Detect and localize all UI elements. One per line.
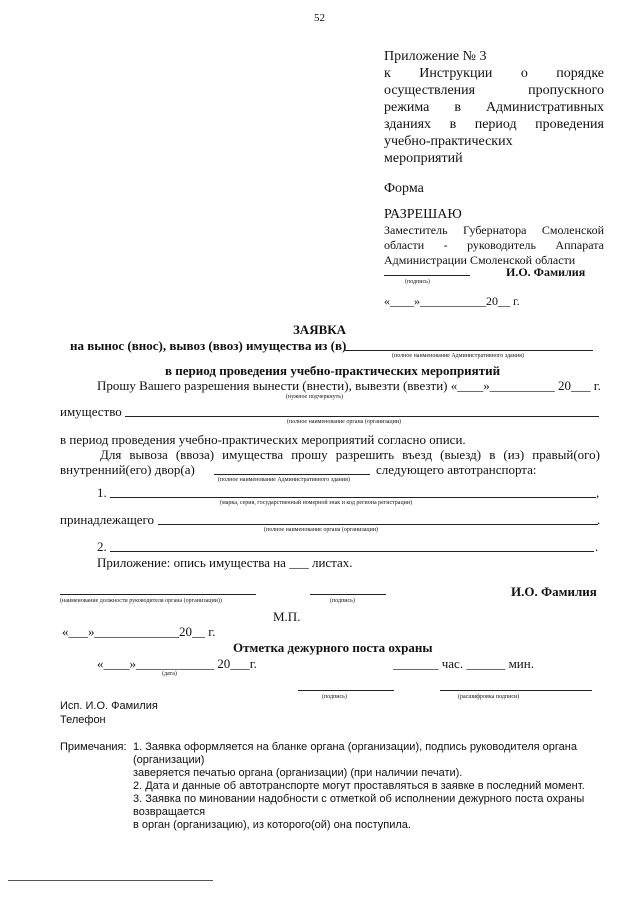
application-date: «___»_____________20__ г. <box>62 624 216 639</box>
approve-signature-line <box>384 275 470 276</box>
appendix-line: мероприятий <box>384 151 463 166</box>
inventory-text: в период проведения учебно-практических мероприятий согласно описи. <box>60 432 466 447</box>
security-time: _______ час. ______ мин. <box>393 656 534 671</box>
head-caption: (наименование должности руководителя органа (организации)) <box>60 598 222 604</box>
approve-line: Администрации Смоленской области <box>384 253 576 267</box>
property-line <box>125 416 599 417</box>
property-label: имущество <box>60 404 122 419</box>
appendix-line: зданиях в период проведения <box>384 117 604 132</box>
period-heading: в период проведения учебно-практических мероприятий <box>165 363 501 378</box>
comma-mark: , <box>596 485 600 500</box>
period-mark-2: . <box>595 539 599 554</box>
executor-phone: Телефон <box>60 714 106 726</box>
approve-date: «____»___________20__ г. <box>384 294 520 308</box>
approve-title: РАЗРЕШАЮ <box>384 207 462 222</box>
executor-name: Исп. И.О. Фамилия <box>60 700 158 712</box>
approve-line: Заместитель Губернатора Смоленской <box>384 223 604 237</box>
head-signature-line <box>310 594 386 595</box>
belongs-label: принадлежащего <box>60 512 155 527</box>
org-caption-2: (полное наименование органа (организации) <box>264 527 379 533</box>
transport-text-b: следующего автотранспорта: <box>376 462 537 477</box>
head-name: И.О. Фамилия <box>511 584 597 599</box>
security-signature-line <box>298 690 394 691</box>
org-caption: (полное наименование органа (организации) <box>287 419 402 425</box>
application-title: ЗАЯВКА <box>292 322 347 337</box>
stamp-label: М.П. <box>273 609 301 624</box>
appendix-line: осуществления пропускного <box>384 83 604 98</box>
vehicle-item-2: 2. <box>97 539 107 554</box>
vehicle-line-1 <box>110 497 596 498</box>
security-title: Отметка дежурного поста охраны <box>233 640 433 655</box>
appendix-line: режима в Административных <box>384 100 604 115</box>
security-decode-caption: (расшифровка подписи) <box>458 694 520 700</box>
yard-line <box>214 474 370 475</box>
appendix-line: к Инструкции о порядке <box>384 66 604 81</box>
vehicle-item-1: 1. <box>97 485 107 500</box>
notes-list <box>133 741 603 832</box>
vehicle-line-2 <box>110 551 594 552</box>
vehicle-caption: (марка, серия, государственный номерной знак и код региона регистрации) <box>220 500 413 506</box>
appendix-title: Приложение № 3 <box>384 49 487 64</box>
form-label: Форма <box>384 181 424 196</box>
security-date: «____»____________ 20___г. <box>97 656 257 671</box>
building-line <box>345 350 593 351</box>
attachment-text: Приложение: опись имущества на ___ листах. <box>97 555 353 570</box>
notes-label: Примечания: <box>60 741 127 753</box>
approve-signature-caption: (подпись) <box>405 279 430 285</box>
transport-text-a: внутренний(его) двор(а) <box>60 462 195 477</box>
appendix-block <box>384 48 604 167</box>
footer-rule <box>8 880 213 881</box>
note-line: заверяется печатью органа (организации) (при наличии печати). <box>133 767 463 779</box>
building-caption-2: (полное наименование Административного здания) <box>218 477 350 483</box>
note-line: 2. Дата и данные об автотранспорте могут проставляться в заявке в последний момент. <box>133 780 585 792</box>
request-text: Прошу Вашего разрешения вынести (внести), вывезти (ввезти) «____»__________ 20___ г. <box>97 378 601 393</box>
application-subtitle: на вынос (внос), вывоз (ввоз) имущества из (в) <box>70 338 347 353</box>
approve-name: И.О. Фамилия <box>506 265 586 279</box>
note-line: 1. Заявка оформляется на бланке органа (организации), подпись руководителя органа (организации) <box>133 741 577 766</box>
note-line: в орган (организацию), из которого(ой) она поступила. <box>133 819 411 831</box>
note-line: 3. Заявка по миновании надобности с отметкой об исполнении дежурного поста охраны возвращается <box>133 793 585 818</box>
page-number: 52 <box>314 12 325 24</box>
transport-text: Для вывоза (ввоза) имущества прошу разрешить въезд (выезд) в (из) правый(ого) <box>100 447 600 462</box>
security-signature-caption: (подпись) <box>322 694 347 700</box>
appendix-line: учебно-практических <box>384 134 513 149</box>
head-signature-caption: (подпись) <box>330 598 355 604</box>
approve-line: области - руководитель Аппарата <box>384 238 604 252</box>
security-decode-line <box>440 690 592 691</box>
period-mark: . <box>597 512 601 527</box>
approve-position <box>384 223 604 268</box>
security-date-caption: (дата) <box>162 671 177 677</box>
building-caption: (полное наименование Административного здания) <box>392 353 524 359</box>
belongs-line <box>158 524 598 525</box>
underline-caption: (нужное подчеркнуть) <box>286 394 343 400</box>
head-position-line <box>60 594 256 595</box>
